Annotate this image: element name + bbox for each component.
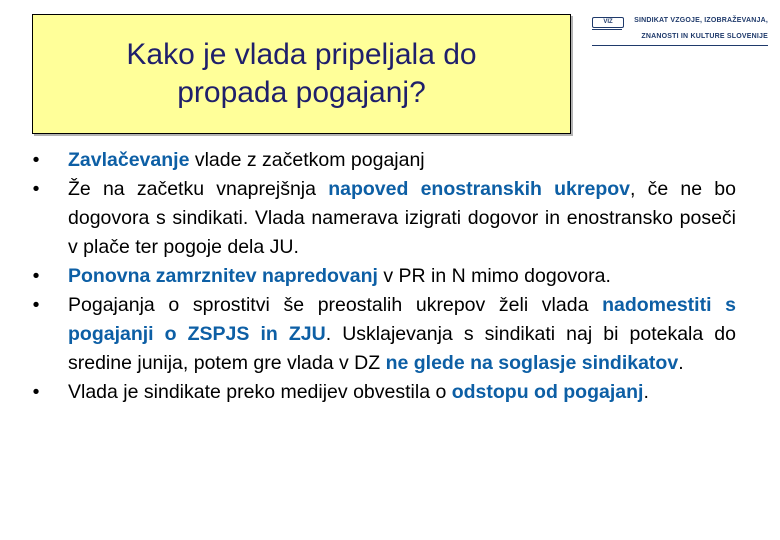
title-box	[32, 14, 571, 134]
bullet-list	[30, 146, 736, 407]
highlight-text: odstopu od pogajanj	[451, 381, 644, 403]
bullet-item-4	[30, 291, 736, 378]
slide-title	[126, 36, 476, 112]
highlight-text: nadomestiti s pogajanji o ZSPJS in ZJU	[68, 294, 736, 345]
bullet-text: .	[678, 352, 684, 374]
highlight-text: ne glede na soglasje sindikatov	[385, 352, 679, 374]
bullet-text: Pogajanja o sprostitvi še preostalih ukrepov želi vlada	[68, 294, 603, 316]
highlight-text: Ponovna zamrznitev napredovanj	[68, 265, 378, 287]
bullet-text: Vlada je sindikate preko medijev obvestila o	[68, 381, 452, 403]
union-logo	[590, 14, 770, 48]
bullet-text: . Usklajevanja s sindikati naj bi potekala do sredine junija, potem gre vlada v DZ	[68, 323, 736, 374]
logo-rule-bottom	[592, 45, 768, 46]
slide-title-line1: Kako je vlada pripeljala do	[126, 38, 477, 71]
bullet-item-1	[30, 146, 736, 175]
bullet-text: .	[643, 381, 649, 403]
bullet-text: , če ne bo dogovora s sindikati. Vlada namerava izigrati dogovor in enostransko poseči v plače ter pogoje dela JU.	[68, 178, 736, 258]
logo-text-line2: ZNANOSTI IN KULTURE SLOVENIJE	[641, 33, 768, 40]
bullet-text: Že na začetku vnaprejšnja	[68, 178, 329, 200]
highlight-text: napoved enostranskih ukrepov	[328, 178, 630, 200]
bullet-item-2	[30, 175, 736, 262]
bullet-text: vlade z začetkom pogajanj	[189, 149, 425, 171]
bullet-item-3	[30, 262, 736, 291]
logo-text-line1: SINDIKAT VZGOJE, IZOBRAŽEVANJA,	[634, 17, 768, 24]
bullet-text: v PR in N mimo dogovora.	[377, 265, 611, 287]
viz-logo-mark: VIZ	[592, 17, 624, 28]
highlight-text: Zavlačevanje	[68, 149, 190, 171]
logo-rule-top	[592, 29, 622, 30]
slide-title-line2: propada pogajanj?	[177, 76, 426, 109]
bullet-item-5	[30, 378, 736, 407]
